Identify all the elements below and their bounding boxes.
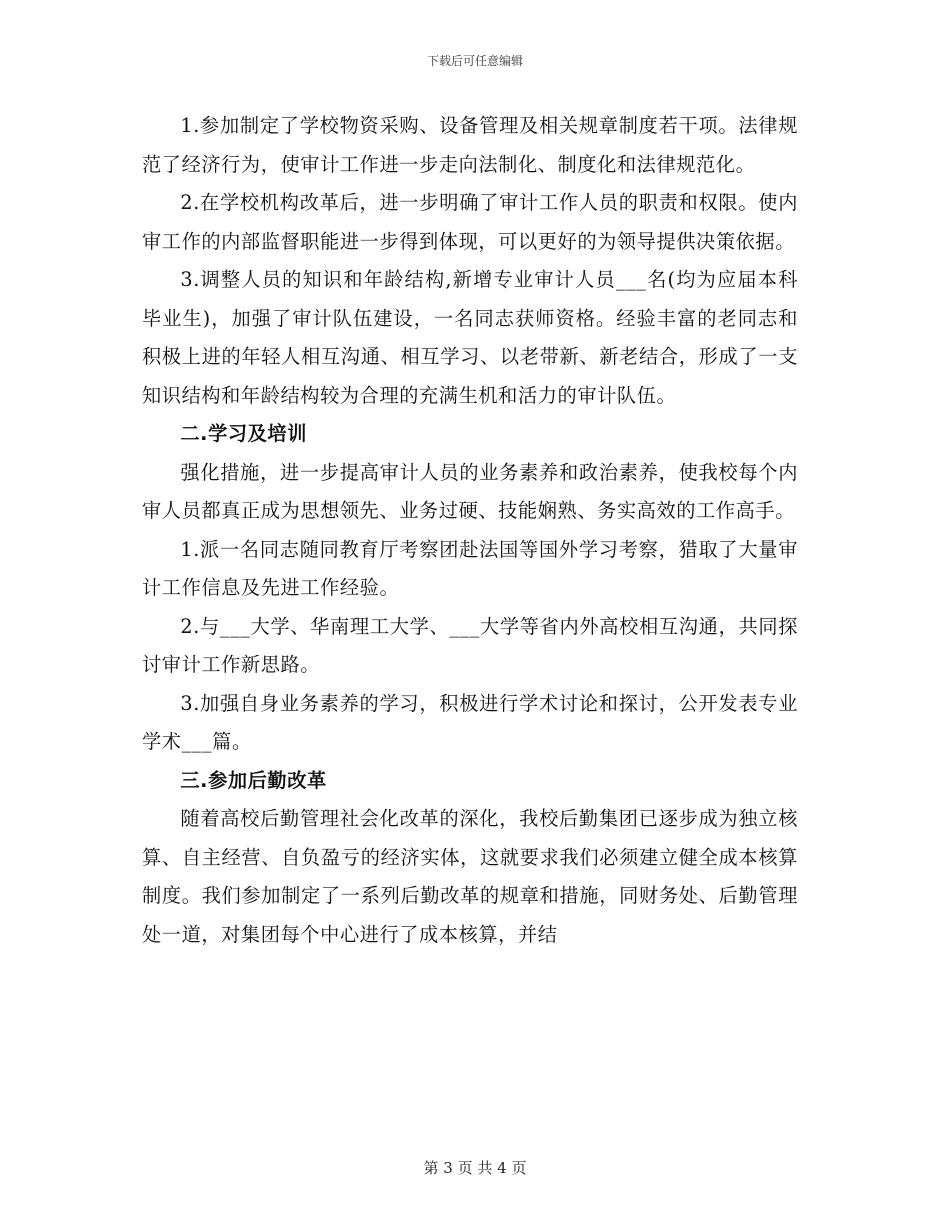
paragraph-study-item-3: 3.加强自身业务素养的学习，积极进行学术讨论和探讨，公开发表专业学术___篇。 <box>142 691 798 753</box>
page-header: 下载后可任意编辑 <box>426 54 523 68</box>
paragraph-item-2: 2.在学校机构改革后，进一步明确了审计工作人员的职责和权限。使内审工作的内部监督职能进一步得到体现，可以更好的为领导提供决策依据。 <box>142 191 798 253</box>
section-heading-logistics-reform: 三.参加后勤改革 <box>180 768 327 792</box>
paragraph-study-item-1: 1.派一名同志随同教育厅考察团赴法国等国外学习考察，猎取了大量审计工作信息及先进工作经验。 <box>142 537 798 599</box>
paragraph-item-3: 3.调整人员的知识和年龄结构,新增专业审计人员___名(均为应届本科毕业生)，加强了审计队伍建设，一名同志获师资格。经验丰富的老同志和积极上进的年轻人相互沟通、相互学习、以老带新、新老结合，形成了一支知识结构和年龄结构较为合理的充满生机和活力的审计队伍。 <box>142 268 798 407</box>
paragraph-study-intro: 强化措施，进一步提高审计人员的业务素养和政治素养，使我校每个内审人员都真正成为思想领先、业务过硬、技能娴熟、务实高效的工作高手。 <box>142 460 798 522</box>
document-body <box>142 107 798 954</box>
page-footer-page-number: 第 3 页 共 4 页 <box>423 1159 527 1177</box>
section-heading-study-training: 二.学习及培训 <box>180 422 308 445</box>
paragraph-item-1: 1.参加制定了学校物资采购、设备管理及相关规章制度若干项。法律规范了经济行为，使审计工作进一步走向法制化、制度化和法律规范化。 <box>142 114 798 176</box>
paragraph-logistics-reform: 随着高校后勤管理社会化改革的深化，我校后勤集团已逐步成为独立核算、自主经营、自负盈亏的经济实体，这就要求我们必须建立健全成本核算制度。我们参加制定了一系列后勤改革的规章和措施，同财务处、后勤管理处一道，对集团每个中心进行了成本核算，并结 <box>142 807 798 946</box>
paragraph-study-item-2: 2.与___大学、华南理工大学、___大学等省内外高校相互沟通，共同探讨审计工作新思路。 <box>142 614 798 676</box>
